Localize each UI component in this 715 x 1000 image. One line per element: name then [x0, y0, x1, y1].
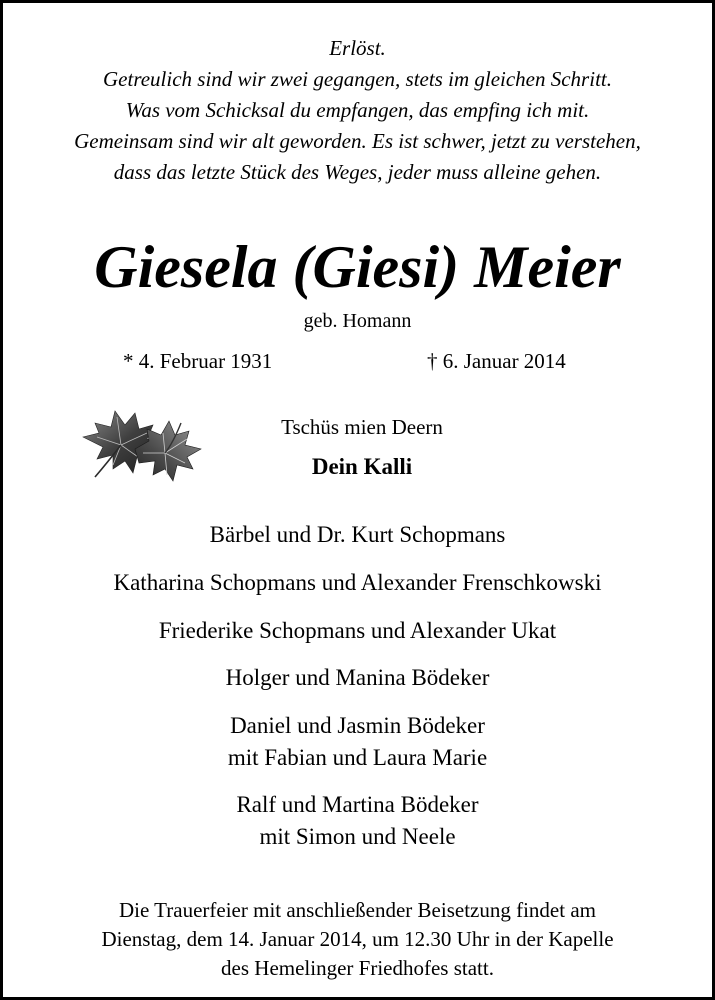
birth-date: * 4. Februar 1931 — [123, 349, 273, 373]
mourner-entry — [3, 710, 712, 774]
poem — [3, 33, 712, 188]
farewell-text: Tschüs mien Deern — [281, 415, 443, 439]
farewell-signer: Dein Kalli — [311, 454, 413, 479]
poem-heading: Erlöst. — [329, 36, 386, 60]
service-line: des Hemelinger Friedhofes statt. — [221, 956, 494, 980]
service-line: Die Trauerfeier mit anschließender Beisetzung findet am — [118, 898, 596, 922]
mourner-line: Daniel und Jasmin Bödeker — [230, 713, 485, 738]
poem-line: dass das letzte Stück des Weges, jeder muss alleine gehen. — [113, 160, 602, 184]
mourner-entry — [3, 615, 712, 647]
poem-line: Getreulich sind wir zwei gegangen, stets im gleichen Schritt. — [103, 67, 612, 91]
mourner-line: Ralf und Martina Bödeker — [236, 792, 479, 817]
service-line: Dienstag, dem 14. Januar 2014, um 12.30 Uhr in der Kapelle — [101, 927, 614, 951]
funeral-service-notice — [3, 896, 712, 983]
mourner-entry — [3, 789, 712, 853]
mourner-entry — [3, 662, 712, 694]
mourner-line: Friederike Schopmans und Alexander Ukat — [158, 618, 557, 643]
poem-line: Was vom Schicksal du empfangen, das empfing ich mit. — [125, 98, 590, 122]
maiden-name: geb. Homann — [303, 310, 412, 332]
mourner-line: mit Simon und Neele — [259, 824, 456, 849]
mourner-line: Katharina Schopmans und Alexander Frenschkowski — [113, 570, 602, 595]
deceased-name: Giesela (Giesi) Meier — [94, 234, 621, 300]
mourner-line: Holger und Manina Bödeker — [225, 665, 490, 690]
mourner-entry — [3, 567, 712, 599]
mourner-entry — [3, 519, 712, 551]
mourner-line: Bärbel und Dr. Kurt Schopmans — [209, 522, 506, 547]
poem-line: Gemeinsam sind wir alt geworden. Es ist schwer, jetzt zu verstehen, — [74, 129, 641, 153]
mourner-line: mit Fabian und Laura Marie — [227, 745, 488, 770]
death-date: † 6. Januar 2014 — [427, 349, 566, 373]
autumn-leaves-icon — [77, 403, 207, 485]
